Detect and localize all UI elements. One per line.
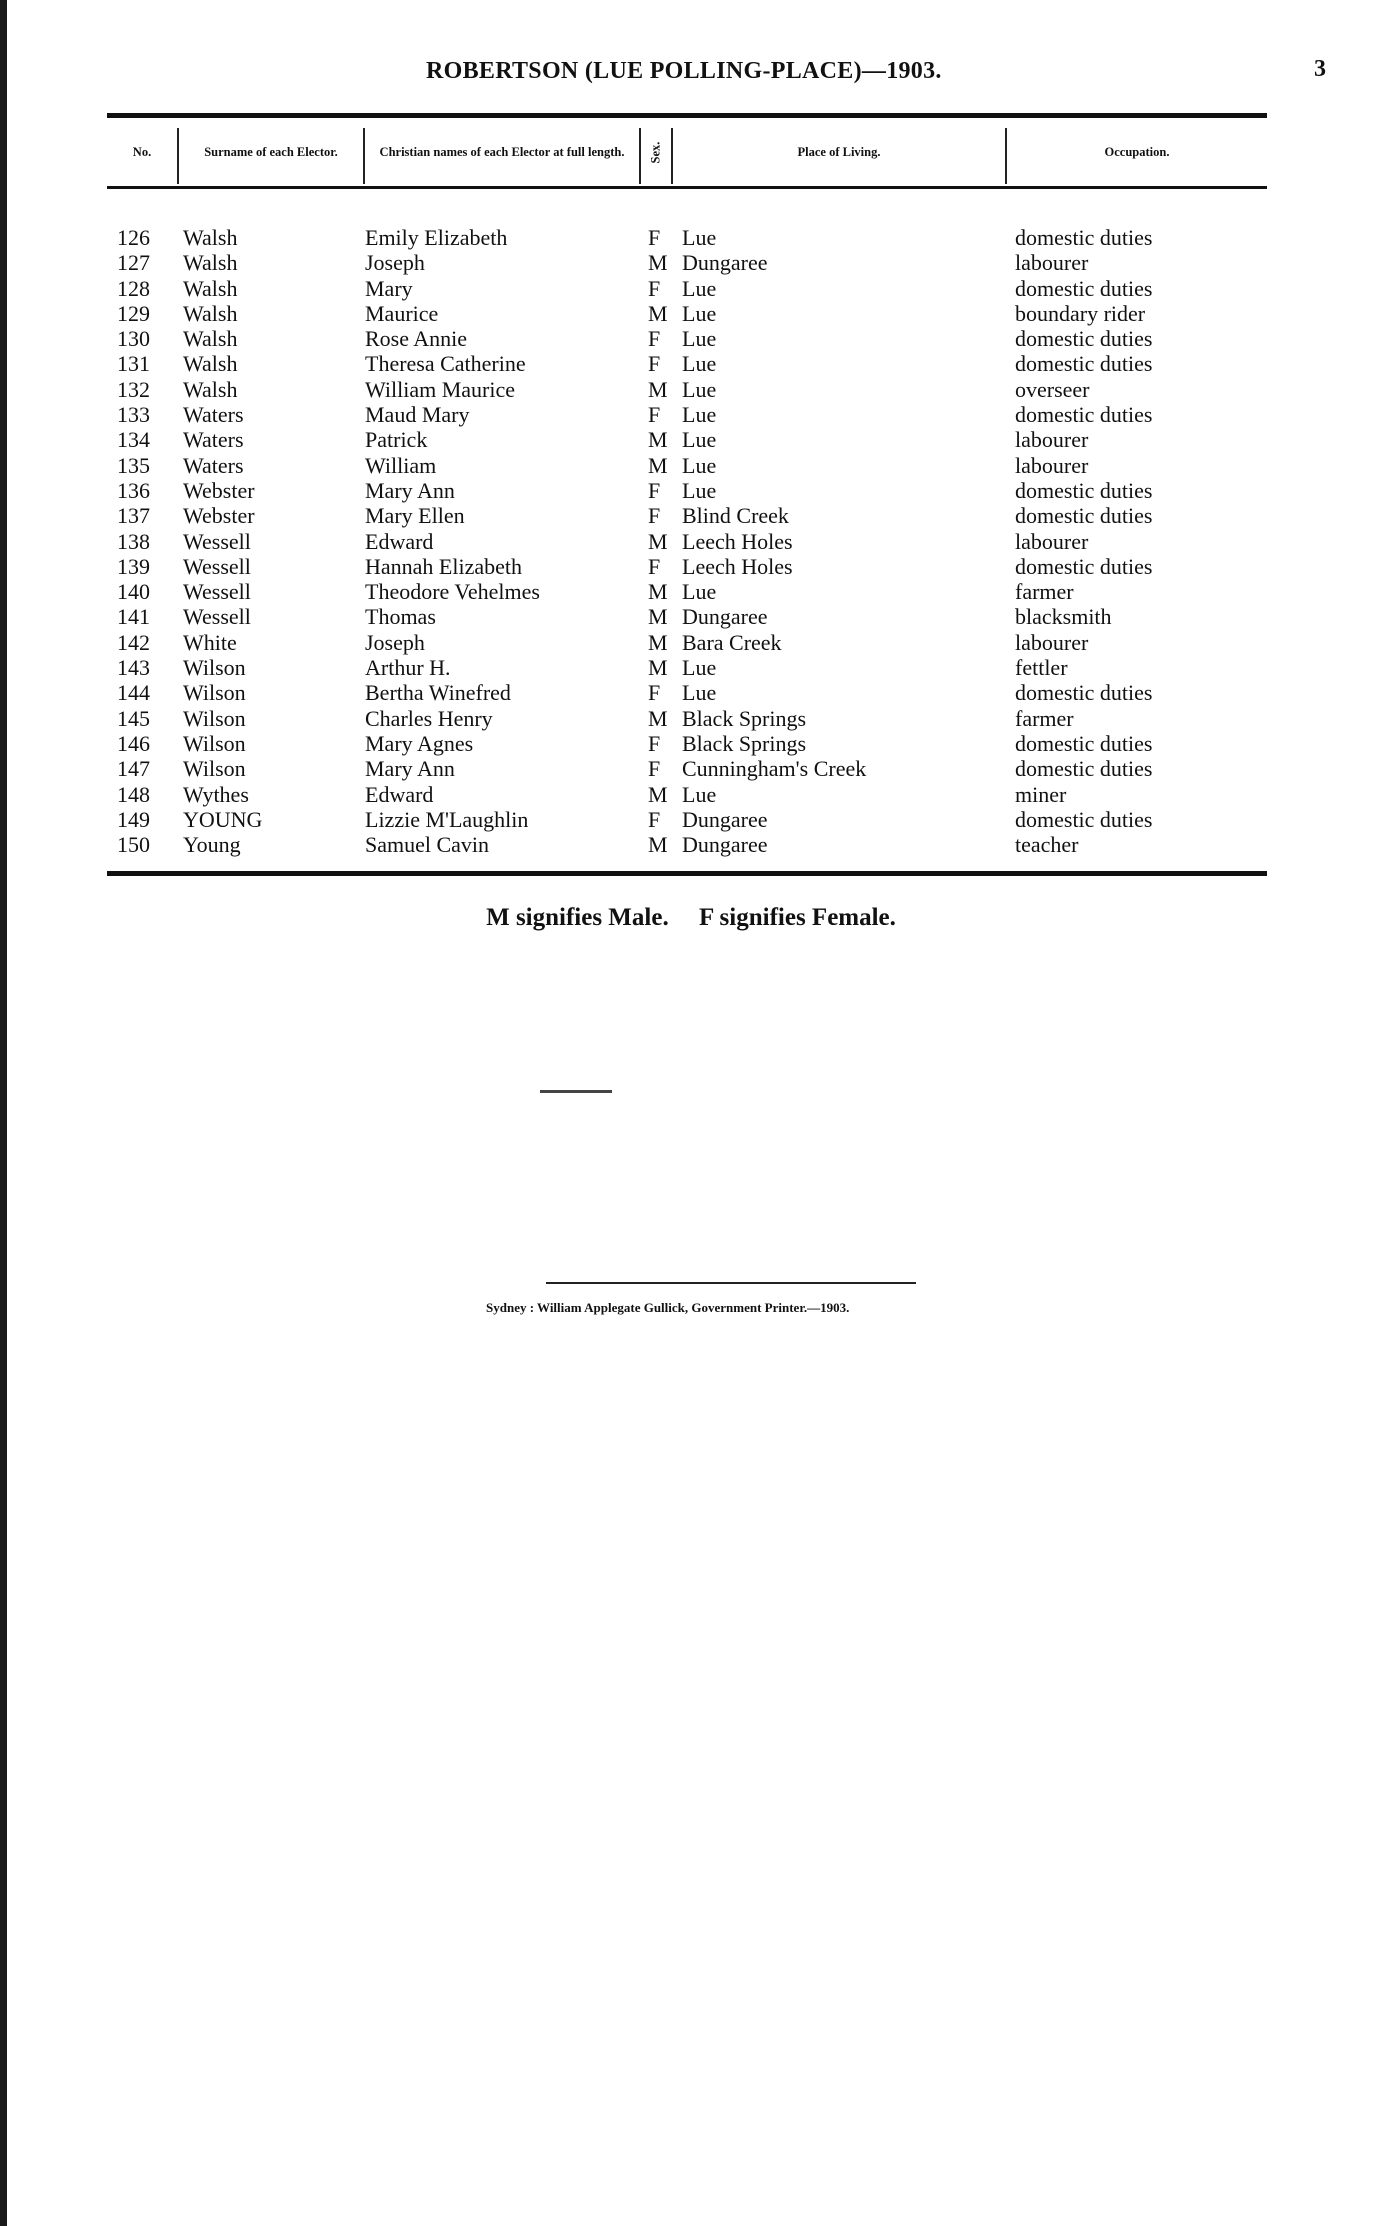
cell-place: Lue — [682, 680, 717, 706]
cell-place: Lue — [682, 477, 717, 503]
cell-place: Leech Holes — [682, 528, 793, 554]
cell-no: 129 — [117, 300, 150, 326]
cell-surname: White — [183, 629, 237, 655]
header-occupation: Occupation. — [1104, 144, 1170, 159]
table-row — [107, 503, 1267, 528]
cell-surname: Walsh — [183, 250, 238, 276]
cell-christian-names: Edward — [365, 781, 434, 807]
cell-surname: Waters — [183, 452, 244, 478]
cell-sex: F — [648, 756, 661, 782]
cell-sex: F — [648, 225, 661, 250]
cell-no: 150 — [117, 832, 150, 858]
cell-occupation: domestic duties — [1015, 553, 1153, 579]
cell-christian-names: Charles Henry — [365, 705, 493, 731]
cell-no: 143 — [117, 655, 150, 681]
left-margin-rule — [0, 0, 7, 2226]
cell-christian-names: William Maurice — [365, 376, 516, 402]
cell-occupation: boundary rider — [1015, 300, 1146, 326]
table-row — [107, 782, 1267, 807]
table-row — [107, 731, 1267, 756]
table-body — [107, 189, 1267, 871]
cell-christian-names: Mary Ellen — [365, 503, 465, 529]
cell-place: Blind Creek — [682, 503, 789, 529]
cell-surname: Walsh — [183, 275, 238, 301]
cell-no: 135 — [117, 452, 150, 478]
cell-surname: Wilson — [183, 756, 246, 782]
table-row — [107, 326, 1267, 351]
cell-christian-names: Emily Elizabeth — [365, 225, 508, 250]
cell-sex: M — [648, 629, 668, 655]
cell-occupation: domestic duties — [1015, 326, 1153, 352]
cell-occupation: domestic duties — [1015, 351, 1153, 377]
table-row — [107, 250, 1267, 275]
table-row — [107, 529, 1267, 554]
cell-sex: M — [648, 705, 668, 731]
cell-occupation: blacksmith — [1015, 604, 1112, 630]
cell-sex: M — [648, 832, 668, 858]
cell-place: Black Springs — [682, 705, 807, 731]
cell-place: Lue — [682, 326, 717, 352]
cell-sex: M — [648, 427, 668, 453]
cell-occupation: domestic duties — [1015, 477, 1153, 503]
cell-christian-names: Bertha Winefred — [365, 680, 511, 706]
cell-occupation: miner — [1015, 781, 1067, 807]
table-row — [107, 554, 1267, 579]
cell-sex: F — [648, 503, 661, 529]
cell-christian-names: Mary Ann — [365, 477, 455, 503]
cell-sex: F — [648, 351, 661, 377]
legend-male: M signifies Male. — [486, 904, 669, 931]
cell-surname: Walsh — [183, 225, 238, 250]
cell-sex: F — [648, 275, 661, 301]
cell-surname: Wessell — [183, 528, 251, 554]
cell-christian-names: Maud Mary — [365, 402, 470, 428]
legend-female: F signifies Female. — [698, 904, 896, 931]
header-place: Place of Living. — [797, 144, 881, 159]
cell-surname: Webster — [183, 503, 255, 529]
cell-occupation: farmer — [1015, 705, 1074, 731]
cell-sex: F — [648, 326, 661, 352]
table-row — [107, 276, 1267, 301]
cell-no: 140 — [117, 579, 150, 605]
cell-occupation: domestic duties — [1015, 503, 1153, 529]
cell-place: Leech Holes — [682, 553, 793, 579]
cell-surname: Webster — [183, 477, 255, 503]
cell-christian-names: Edward — [365, 528, 434, 554]
table-row — [107, 301, 1267, 326]
cell-place: Black Springs — [682, 730, 807, 756]
header-christian-names: Christian names of each Elector at full length. — [379, 144, 625, 159]
cell-christian-names: Mary Agnes — [365, 730, 474, 756]
cell-sex: M — [648, 300, 668, 326]
cell-christian-names: Mary — [365, 275, 413, 301]
table-row — [107, 756, 1267, 781]
table-row — [107, 478, 1267, 503]
cell-no: 141 — [117, 604, 150, 630]
cell-sex: F — [648, 680, 661, 706]
cell-no: 126 — [117, 225, 150, 250]
cell-surname: Walsh — [183, 300, 238, 326]
cell-occupation: labourer — [1015, 528, 1089, 554]
cell-christian-names: Rose Annie — [365, 326, 468, 352]
ornament-dash — [540, 1090, 612, 1093]
cell-christian-names: Patrick — [365, 427, 428, 453]
cell-occupation: teacher — [1015, 832, 1079, 858]
table-row — [107, 630, 1267, 655]
cell-christian-names: Joseph — [365, 250, 425, 276]
cell-sex: F — [648, 730, 661, 756]
cell-surname: Wilson — [183, 730, 246, 756]
table-row — [107, 402, 1267, 427]
cell-sex: M — [648, 604, 668, 630]
cell-surname: Waters — [183, 427, 244, 453]
table-row — [107, 225, 1267, 250]
table-row — [107, 807, 1267, 832]
header-sex-label: Sex. — [648, 141, 663, 163]
cell-place: Lue — [682, 579, 717, 605]
cell-occupation: domestic duties — [1015, 225, 1153, 250]
cell-christian-names: Joseph — [365, 629, 425, 655]
cell-occupation: labourer — [1015, 452, 1089, 478]
cell-occupation: labourer — [1015, 427, 1089, 453]
imprint-rule — [546, 1282, 916, 1284]
cell-place: Lue — [682, 376, 717, 402]
cell-no: 139 — [117, 553, 150, 579]
cell-no: 145 — [117, 705, 150, 731]
cell-no: 137 — [117, 503, 150, 529]
cell-no: 132 — [117, 376, 150, 402]
electoral-roll-table — [107, 113, 1267, 876]
cell-no: 130 — [117, 326, 150, 352]
cell-occupation: overseer — [1015, 376, 1090, 402]
cell-occupation: domestic duties — [1015, 730, 1153, 756]
table-row — [107, 832, 1267, 857]
cell-surname: Wessell — [183, 579, 251, 605]
cell-place: Lue — [682, 427, 717, 453]
table-row — [107, 427, 1267, 452]
cell-surname: Wessell — [183, 604, 251, 630]
cell-no: 142 — [117, 629, 150, 655]
table-row — [107, 377, 1267, 402]
table-row — [107, 604, 1267, 629]
cell-surname: Wythes — [183, 781, 249, 807]
cell-place: Lue — [682, 452, 717, 478]
cell-christian-names: Arthur H. — [365, 655, 451, 681]
cell-surname: YOUNG — [183, 806, 263, 832]
cell-sex: M — [648, 452, 668, 478]
cell-surname: Wilson — [183, 705, 246, 731]
cell-place: Cunningham's Creek — [682, 756, 867, 782]
cell-christian-names: Theodore Vehelmes — [365, 579, 540, 605]
cell-place: Lue — [682, 351, 717, 377]
table-row — [107, 453, 1267, 478]
table-row — [107, 579, 1267, 604]
cell-occupation: domestic duties — [1015, 806, 1153, 832]
cell-occupation: domestic duties — [1015, 402, 1153, 428]
table-row — [107, 655, 1267, 680]
cell-occupation: fettler — [1015, 655, 1068, 681]
cell-place: Dungaree — [682, 806, 768, 832]
cell-christian-names: Lizzie M'Laughlin — [365, 806, 529, 832]
cell-christian-names: Hannah Elizabeth — [365, 553, 522, 579]
cell-christian-names: Maurice — [365, 300, 439, 326]
cell-sex: F — [648, 402, 661, 428]
cell-no: 136 — [117, 477, 150, 503]
cell-no: 127 — [117, 250, 150, 276]
cell-no: 144 — [117, 680, 150, 706]
cell-no: 128 — [117, 275, 150, 301]
cell-occupation: domestic duties — [1015, 680, 1153, 706]
header-no: No. — [132, 144, 152, 159]
cell-sex: F — [648, 553, 661, 579]
cell-occupation: domestic duties — [1015, 756, 1153, 782]
cell-place: Dungaree — [682, 832, 768, 858]
cell-no: 146 — [117, 730, 150, 756]
table-row — [107, 706, 1267, 731]
cell-place: Lue — [682, 781, 717, 807]
cell-christian-names: Thomas — [365, 604, 436, 630]
cell-occupation: labourer — [1015, 250, 1089, 276]
cell-place: Lue — [682, 275, 717, 301]
cell-no: 149 — [117, 806, 150, 832]
cell-sex: F — [648, 477, 661, 503]
cell-surname: Walsh — [183, 376, 238, 402]
printer-imprint: Sydney : William Applegate Gullick, Government Printer.—1903. — [486, 1300, 850, 1315]
cell-place: Bara Creek — [682, 629, 782, 655]
cell-place: Lue — [682, 225, 717, 250]
cell-place: Dungaree — [682, 250, 768, 276]
cell-sex: M — [648, 579, 668, 605]
cell-place: Lue — [682, 300, 717, 326]
cell-surname: Wilson — [183, 680, 246, 706]
cell-sex: M — [648, 655, 668, 681]
cell-sex: M — [648, 528, 668, 554]
cell-place: Dungaree — [682, 604, 768, 630]
table-header — [107, 118, 1267, 186]
table-row — [107, 351, 1267, 376]
cell-christian-names: William — [365, 452, 437, 478]
cell-surname: Wilson — [183, 655, 246, 681]
table-row — [107, 680, 1267, 705]
cell-surname: Young — [183, 832, 241, 858]
cell-christian-names: Samuel Cavin — [365, 832, 490, 858]
cell-no: 138 — [117, 528, 150, 554]
cell-occupation: farmer — [1015, 579, 1074, 605]
header-surname: Surname of each Elector. — [204, 144, 338, 159]
cell-occupation: domestic duties — [1015, 275, 1153, 301]
cell-sex: M — [648, 376, 668, 402]
cell-no: 148 — [117, 781, 150, 807]
cell-christian-names: Mary Ann — [365, 756, 455, 782]
cell-sex: F — [648, 806, 661, 832]
cell-surname: Waters — [183, 402, 244, 428]
cell-occupation: labourer — [1015, 629, 1089, 655]
cell-sex: M — [648, 250, 668, 276]
cell-sex: M — [648, 781, 668, 807]
cell-surname: Walsh — [183, 326, 238, 352]
sex-legend — [0, 904, 1382, 932]
cell-no: 147 — [117, 756, 150, 782]
cell-surname: Wessell — [183, 553, 251, 579]
cell-place: Lue — [682, 655, 717, 681]
header-sex — [641, 118, 671, 186]
cell-place: Lue — [682, 402, 717, 428]
cell-no: 133 — [117, 402, 150, 428]
page-title: ROBERTSON (LUE POLLING-PLACE)—1903. — [426, 58, 942, 84]
table-bottom-rule — [107, 871, 1267, 876]
cell-no: 131 — [117, 351, 150, 377]
page-number: 3 — [1314, 56, 1326, 82]
cell-no: 134 — [117, 427, 150, 453]
cell-christian-names: Theresa Catherine — [365, 351, 526, 377]
cell-surname: Walsh — [183, 351, 238, 377]
